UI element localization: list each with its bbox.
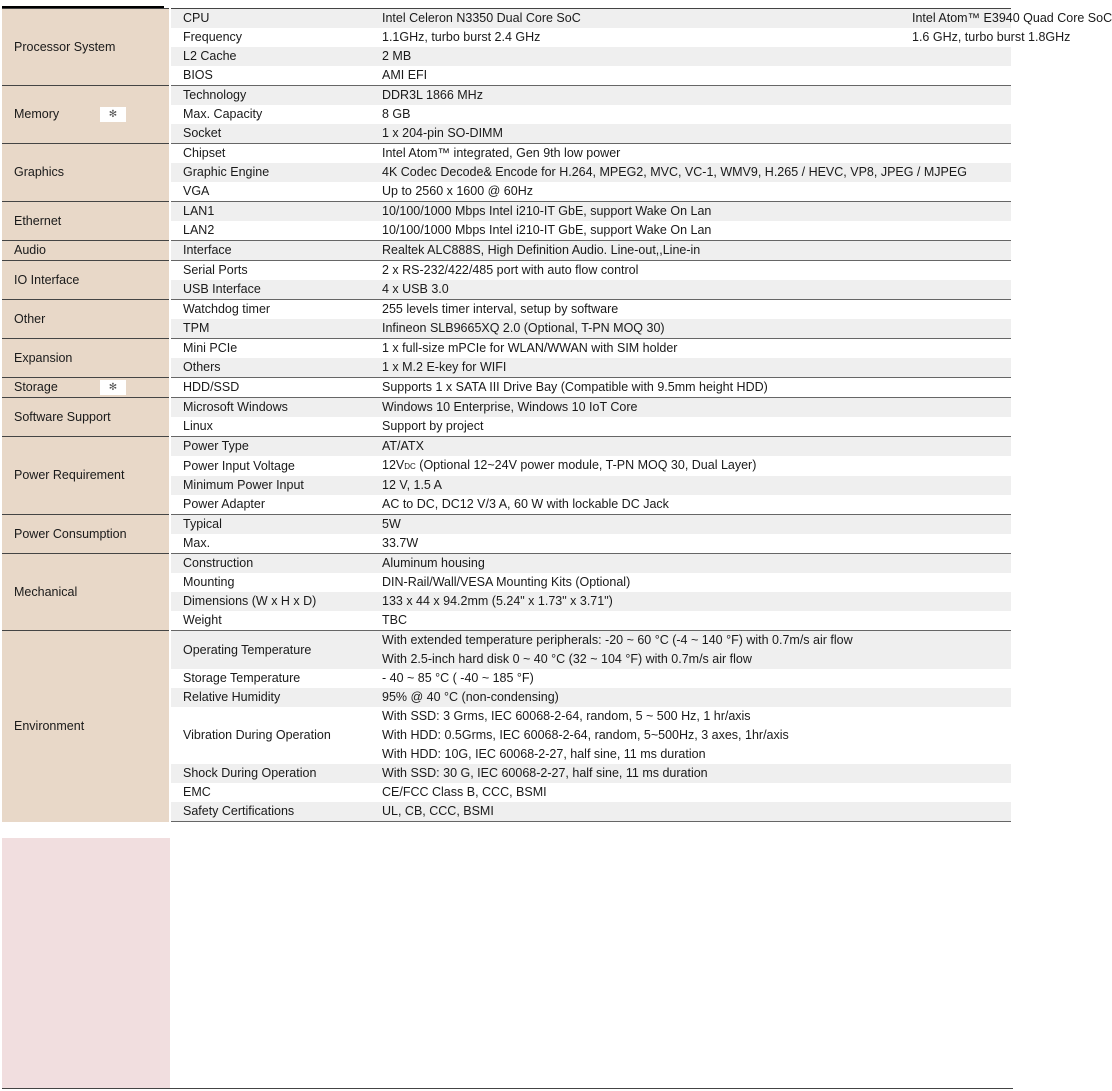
spec-value: Support by project [370,417,1011,437]
category-ethernet: Ethernet [2,202,170,241]
category-environment: Environment [2,631,170,822]
table-row [2,437,1011,457]
spec-value: 4 x USB 3.0 [370,280,1011,300]
subscript: DC [404,462,416,471]
spec-label: CPU [170,9,370,29]
category-software: Software Support [2,398,170,437]
spec-value: Infineon SLB9665XQ 2.0 (Optional, T-PN MOQ 30) [370,319,1011,339]
spec-label: Weight [170,611,370,631]
asterisk-icon: ✻ [100,380,126,395]
spec-label: Storage Temperature [183,671,301,685]
spec-value: 133 x 44 x 94.2mm (5.24" x 1.73" x 3.71") [370,592,1011,611]
category-expansion: Expansion [2,339,170,378]
spec-table [2,8,1112,822]
spec-label: Operating Temperature [170,631,370,670]
spec-value: With HDD: 10G, IEC 60068-2-27, half sine, 11 ms duration [382,747,706,761]
spec-label: Dimensions (W x H x D) [170,592,370,611]
spec-value: 1 x M.2 E-key for WIFI [370,358,1011,378]
table-row [2,398,1011,418]
spec-value: TBC [370,611,1011,631]
category-label: Storage [14,380,58,394]
category-mechanical: Mechanical [2,554,170,631]
spec-label: Minimum Power Input [170,476,370,495]
spec-value: Up to 2560 x 1600 @ 60Hz [370,182,1011,202]
spec-label: Mounting [183,575,235,589]
spec-label: Max. [170,534,370,554]
spec-value: With HDD: 0.5Grms, IEC 60068-2-64, random, 5~500Hz, 3 axes, 1hr/axis [382,728,789,742]
spec-label: Others [170,358,370,378]
category-io: IO Interface [2,261,170,300]
spec-value: 1 x 204-pin SO-DIMM [370,124,1011,144]
spec-label: Interface [170,241,370,261]
spec-label: Max. Capacity [183,107,263,121]
spec-value-alt: 1.6 GHz, turbo burst 1.8GHz [912,30,1071,44]
category-memory [2,86,170,144]
spec-value: 8 GB [382,107,411,121]
spec-value: With 2.5-inch hard disk 0 ~ 40 °C (32 ~ 104 °F) with 0.7m/s air flow [382,652,752,666]
spec-value: 10/100/1000 Mbps Intel i210-IT GbE, support Wake On Lan [370,202,1011,222]
spec-label: Safety Certifications [170,802,370,822]
spec-label: Chipset [170,144,370,164]
table-row [2,631,1011,670]
spec-label: VGA [170,182,370,202]
table-row [2,144,1011,164]
spec-value: 12VDC (Optional 12~24V power module, T-PN MOQ 30, Dual Layer) [382,458,757,472]
spec-label: Technology [170,86,370,106]
spec-label: HDD/SSD [170,378,370,398]
spec-value: With SSD: 3 Grms, IEC 60068-2-64, random, 5 ~ 500 Hz, 1 hr/axis [382,709,751,723]
spec-value: AMI EFI [370,66,1011,86]
spec-value-alt: Intel Atom™ E3940 Quad Core SoC [912,11,1112,25]
table-row [2,9,1011,29]
spec-value: 95% @ 40 °C (non-condensing) [370,688,1011,707]
table-row [2,554,1011,574]
table-row [2,339,1011,359]
table-row [2,86,1011,106]
spec-label: Microsoft Windows [170,398,370,418]
category-power-requirement: Power Requirement [2,437,170,515]
table-row [2,202,1011,222]
spec-value: Realtek ALC888S, High Definition Audio. Line-out,,Line-in [370,241,1011,261]
spec-label: Mini PCIe [170,339,370,359]
spec-value: 5W [370,515,1011,535]
spec-value: 12 V, 1.5 A [370,476,1011,495]
spec-value: Intel Atom™ integrated, Gen 9th low power [370,144,1011,164]
spec-value: 1 x full-size mPCIe for WLAN/WWAN with SIM holder [370,339,1011,359]
spec-value: 10/100/1000 Mbps Intel i210-IT GbE, support Wake On Lan [370,221,1011,241]
spec-value: 1.1GHz, turbo burst 2.4 GHz [382,30,541,44]
spec-label: Serial Ports [170,261,370,281]
spec-value: UL, CB, CCC, BSMI [370,802,1011,822]
spec-value: DDR3L 1866 MHz [370,86,1011,106]
table-row [2,515,1011,535]
table-row [2,241,1011,261]
spec-value: - 40 ~ 85 °C ( -40 ~ 185 °F) [382,671,534,685]
spec-value: Supports 1 x SATA III Drive Bay (Compatible with 9.5mm height HDD) [370,378,1011,398]
spec-value: DIN-Rail/Wall/VESA Mounting Kits (Optional) [382,575,631,589]
spec-value: 4K Codec Decode& Encode for H.264, MPEG2, MVC, VC-1, WMV9, H.265 / HEVC, VP8, JPEG / MJPEG [370,163,1011,182]
spec-label: Linux [170,417,370,437]
spec-label: TPM [170,319,370,339]
spec-label: LAN2 [170,221,370,241]
table-row [2,300,1011,320]
table-row [2,261,1011,281]
spec-value: With extended temperature peripherals: -20 ~ 60 °C (-4 ~ 140 °F) with 0.7m/s air flow [382,633,853,647]
spec-label: Socket [170,124,370,144]
spec-label: Vibration During Operation [183,728,331,742]
bottom-rule [2,1088,1013,1089]
spec-label: Power Adapter [170,495,370,515]
spec-label: Typical [170,515,370,535]
spec-label: EMC [183,785,211,799]
category-storage [2,378,170,398]
category-audio: Audio [2,241,170,261]
asterisk-icon: ✻ [100,107,126,122]
spec-value: 33.7W [370,534,1011,554]
spec-label: L2 Cache [170,47,370,66]
category-other: Other [2,300,170,339]
category-graphics: Graphics [2,144,170,202]
spec-label: Relative Humidity [170,688,370,707]
spec-label: Graphic Engine [170,163,370,182]
spec-label: Construction [170,554,370,574]
spec-value: AT/ATX [370,437,1011,457]
spec-value: 2 x RS-232/422/485 port with auto flow control [370,261,1011,281]
category-processor: Processor System [2,9,170,86]
table-row [2,378,1011,398]
spec-label: Power Input Voltage [183,458,295,473]
spec-value: Windows 10 Enterprise, Windows 10 IoT Core [370,398,1011,418]
spec-label: Watchdog timer [170,300,370,320]
spec-value: 255 levels timer interval, setup by software [370,300,1011,320]
spec-value: Aluminum housing [370,554,1011,574]
spec-value: Intel Celeron N3350 Dual Core SoC [382,11,581,25]
spec-value: CE/FCC Class B, CCC, BSMI [382,785,547,799]
spec-label: BIOS [170,66,370,86]
spec-value: 2 MB [370,47,1011,66]
spec-label: Shock During Operation [170,764,370,783]
spec-label: Frequency [183,30,243,44]
spec-label: Power Type [170,437,370,457]
spec-label: USB Interface [170,280,370,300]
category-power-consumption: Power Consumption [2,515,170,554]
category-label: Memory [14,107,60,121]
spec-label: LAN1 [170,202,370,222]
spec-value: AC to DC, DC12 V/3 A, 60 W with lockable DC Jack [370,495,1011,515]
pink-column-block [2,838,170,1088]
spec-value: With SSD: 30 G, IEC 60068-2-27, half sine, 11 ms duration [370,764,1011,783]
